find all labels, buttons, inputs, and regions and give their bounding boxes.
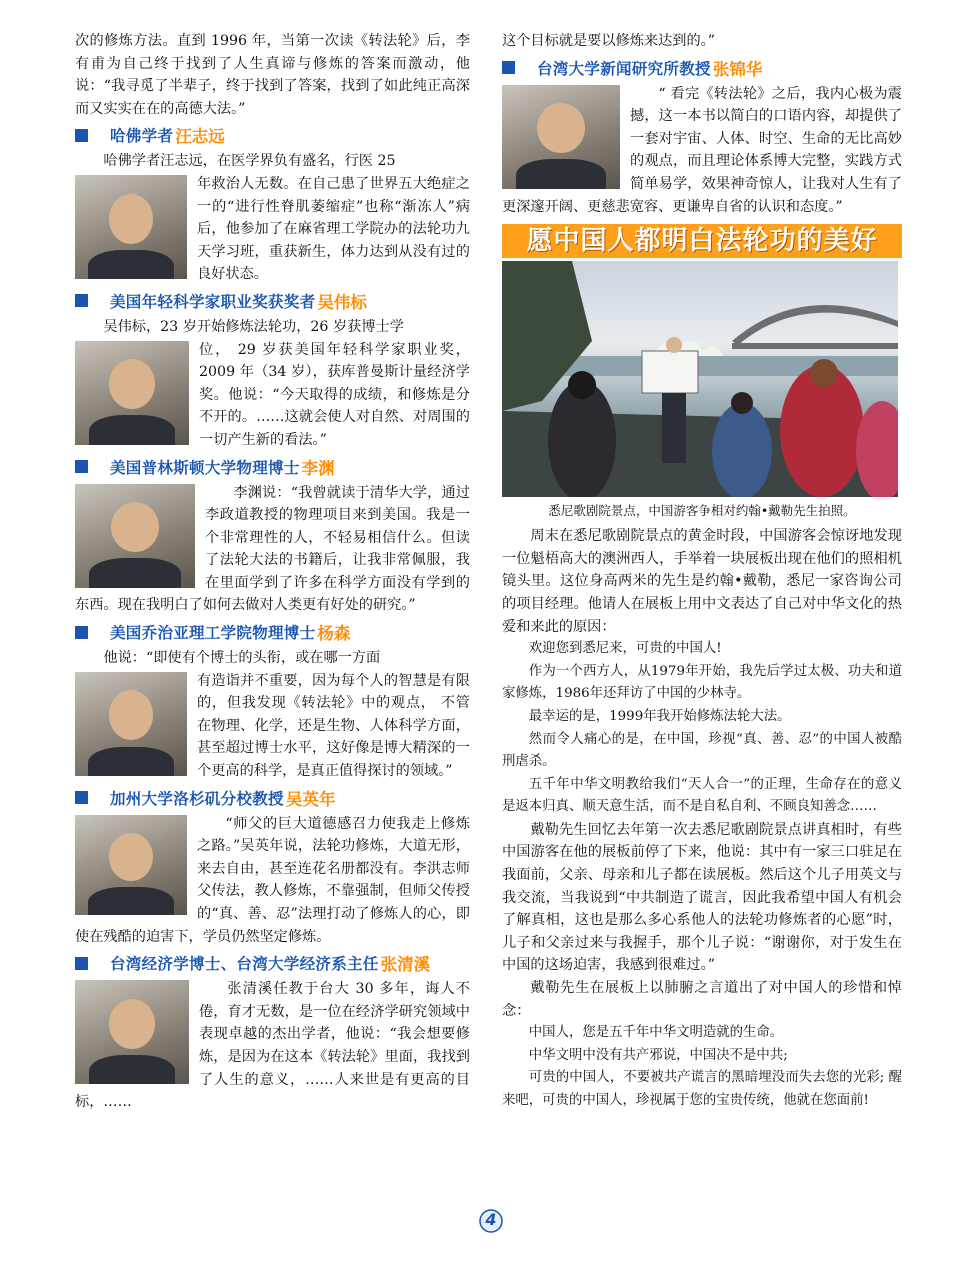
section-lead: 吴伟标，23 岁开始修炼法轮功，26 岁获博士学 <box>103 318 404 335</box>
section-lead: 哈佛学者汪志远，在医学界负有盛名，行医 25 <box>103 153 396 170</box>
portrait-photo <box>75 672 187 776</box>
section-title: 台湾大学新闻研究所教授 <box>537 59 711 78</box>
section-header-zhangjinhua <box>502 55 902 81</box>
portrait-photo <box>75 341 189 445</box>
section-name: 吴英年 <box>285 789 336 809</box>
section-header-li <box>75 454 470 480</box>
sydney-opera-house-photo <box>502 261 898 497</box>
square-bullet-icon <box>75 626 88 639</box>
square-bullet-icon <box>75 791 88 804</box>
section-header-wuyingnian <box>75 785 470 811</box>
page-number-badge <box>479 1209 503 1233</box>
section-name: 张锦华 <box>712 59 763 79</box>
section-title: 美国乔治亚理工学院物理博士 <box>110 624 316 643</box>
section-name: 张清溪 <box>380 955 431 975</box>
section-name: 李渊 <box>301 458 335 478</box>
section-title: 加州大学洛杉矶分校教授 <box>110 789 284 808</box>
section-name: 杨森 <box>317 624 351 644</box>
section-name: 汪志远 <box>175 127 225 147</box>
section-header-yang <box>75 619 470 645</box>
section-header-wang <box>75 122 470 148</box>
section-text: 有造诣并不重要，因为每个人的智慧是有限的，但我发现《转法轮》中的观点， 不管在物理、化学，还是生物、人体科学方面，甚至超过博士水平，这好像是博大精深的一个更高的科学，是真正值得探讨的领域。” <box>197 672 470 780</box>
board-text-2 <box>502 1022 902 1112</box>
banner-heading: 愿中国人都明白法轮功的美好 <box>502 224 902 258</box>
article-paragraph: 戴勒先生回忆去年第一次去悉尼歌剧院景点讲真相时，有些中国游客在他的展板前停了下来，他说：其中有一家三口驻足在我面前，父亲、母亲和儿子都在读展板。然后这个儿子用英文与我交流，当我说到“中共制造了谎言，因此我希望中国人有机会了解真相，这也是那么多心系他人的法轮功修炼者的心愿”时，儿子和父亲过来与我握手，那个儿子说：“谢谢你，对于发生在中国的这场迫害，我感到很难过。” <box>502 821 902 974</box>
board-line: 五千年中华文明教给我们“天人合一”的正理，生命存在的意义是返本归真、顺天意生活，而不是自私自利、不顾良知善念…… <box>502 776 902 815</box>
portrait-photo <box>75 175 187 279</box>
section-text: “师父的巨大道德感召力使我走上修炼之路。”吴英年说，法轮功修炼，大道无形，来去自由，甚至连花名册都没有。李洪志师父传法，教人修炼，不靠强制，但师父传授的“真、善、忍”法理打动了修炼人的心，即使在残酷的迫害下，学员仍然坚定修炼。 <box>75 815 470 945</box>
square-bullet-icon <box>75 294 88 307</box>
section-title: 台湾经济学博士、台湾大学经济系主任 <box>110 955 379 974</box>
board-text-1 <box>502 638 902 819</box>
section-lead: 他说：“即使有个博士的头衔，或在哪一方面 <box>103 650 381 667</box>
section-text: 张清溪任教于台大 30 多年，诲人不倦，育才无数，是一位在经济学研究领域中表现卓越的杰出学者，他说：“我会想要修炼，是因为在这本《转法轮》里面，我找到了人生的意义，……人来世是有更高的目标，…… <box>75 981 470 1111</box>
portrait-photo <box>502 85 620 189</box>
board-line: 欢迎您到悉尼来，可贵的中国人! <box>528 641 722 657</box>
portrait-photo <box>75 815 187 915</box>
board-line: 中华文明中没有共产邪说，中国决不是中共; <box>528 1047 788 1063</box>
intro-paragraph: 次的修炼方法。直到 1996 年，当第一次读《转法轮》后，李有甫为自己终于找到了人生真谛与修炼的答案而激动，他说：“我寻觅了半辈子，终于找到了答案，找到了如此纯正高深而又实实在在的高德大法。” <box>75 33 470 117</box>
right-column <box>502 30 902 1113</box>
board-line: 作为一个西方人，从1979年开始，我先后学过太极、功夫和道家修炼，1986年还拜访了中国的少林寺。 <box>502 663 902 702</box>
board-line: 中国人，您是五千年中华文明造就的生命。 <box>528 1025 784 1041</box>
board-line: 最幸运的是，1999年我开始修炼法轮大法。 <box>528 708 791 724</box>
square-bullet-icon <box>502 61 515 74</box>
left-column <box>75 30 470 1114</box>
section-title: 美国年轻科学家职业奖获奖者 <box>110 292 316 311</box>
square-bullet-icon <box>75 957 88 970</box>
section-header-zhang <box>75 950 470 976</box>
photo-caption: 悉尼歌剧院景点，中国游客争相对约翰•戴勒先生拍照。 <box>548 503 856 519</box>
board-line: 然而令人痛心的是，在中国，珍视“真、善、忍”的中国人被酷刑虐杀。 <box>502 731 902 770</box>
portrait-photo <box>75 980 189 1084</box>
square-bullet-icon <box>75 460 88 473</box>
section-text: 年救治人无数。在自己患了世界五大绝症之一的“进行性脊肌萎缩症”也称“渐冻人”病后，他参加了在麻省理工学院办的法轮功九天学习班，重获新生，体力达到从没有过的良好状态。 <box>197 175 470 283</box>
section-header-wu <box>75 288 470 314</box>
continued-text: 这个目标就是要以修炼来达到的。” <box>502 33 715 49</box>
section-text: “ 看完《转法轮》之后，我内心极为震撼，这一本书以简白的口语内容，却提供了一套对宇宙、人体、时空、生命的无比高妙的观点，而且理论体系博大完整，实践方式简单易学，效果神奇惊人，让我对人生有了更深邃开阔、更慈悲宽容、更谦卑自省的认识和态度。” <box>502 85 902 215</box>
section-text: 位， 29 岁获美国年轻科学家职业奖， 2009 年（34 岁），获库普曼斯计量经济学奖。他说：“今天取得的成绩，和修炼是分不开的。……这就会使人对自然、对周围的一切产生新的看法。” <box>199 341 470 448</box>
article-paragraph: 周末在悉尼歌剧院景点的黄金时段，中国游客会惊讶地发现一位魁梧高大的澳洲西人，手举着一块展板出现在他们的照相机镜头里。这位身高两米的先生是约翰•戴勒，悉尼一家咨询公司的项目经理。他请人在展板上用中文表达了自己对中华文化的热爱和来此的原因： <box>502 528 902 635</box>
square-bullet-icon <box>75 129 88 142</box>
section-name: 吴伟标 <box>317 292 367 312</box>
portrait-photo <box>75 484 195 588</box>
page-number: 4 <box>485 1210 497 1229</box>
article-paragraph: 戴勒先生在展板上以肺腑之言道出了对中国人的珍惜和悼念： <box>502 980 902 1019</box>
section-title: 美国普林斯顿大学物理博士 <box>110 458 300 477</box>
section-title: 哈佛学者 <box>110 127 174 146</box>
board-line: 可贵的中国人，不要被共产谎言的黑暗埋没而失去您的光彩; 醒来吧，可贵的中国人，珍视属于您的宝贵传统，他就在您面前! <box>502 1070 902 1108</box>
section-text: 李渊说：“我曾就读于清华大学，通过李政道教授的物理项目来到美国。我是一个非常理性的人，不轻易相信什么。但读了法轮大法的书籍后，让我非常佩服，我在里面学到了许多在科学方面没有学到的东西。现在我明白了如何去做对人类更有好处的研究。” <box>75 484 470 614</box>
